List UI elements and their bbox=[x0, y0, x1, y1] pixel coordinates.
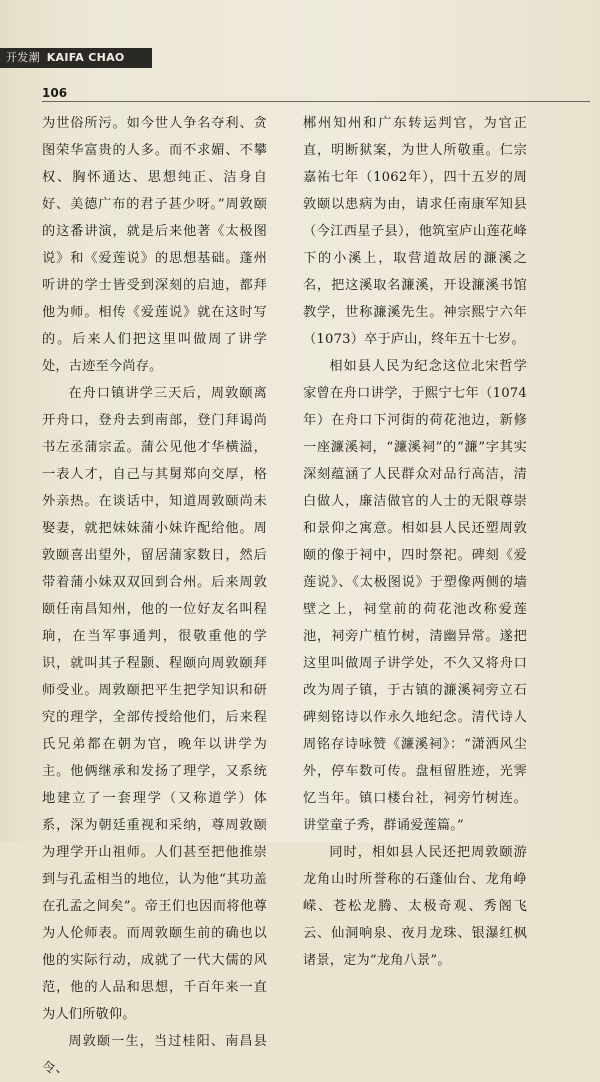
paragraph: 周敦颐一生，当过桂阳、南昌县令、 bbox=[42, 1034, 267, 1076]
section-header-tab bbox=[0, 48, 152, 68]
section-brand: KAIFA CHAO bbox=[46, 51, 125, 64]
left-column bbox=[42, 110, 267, 1082]
paragraph: 郴州知州和广东转运判官，为官正直，明断狱案，为世人所敬重。仁宗嘉祐七年（1062年），四十五岁的周敦颐以患病为由，请求任南康军知县（今江西星子县），他筑室庐山莲花峰下的小溪上，取营道故居的濂溪之名，把这溪取名濂溪，开设濂溪书馆教学，世称濂溪先生。神宗熙宁六年（1073）卒于庐山，终年五十七岁。 bbox=[303, 116, 527, 347]
section-name: 开发潮 bbox=[6, 51, 40, 64]
paragraph: 同时，相如县人民还把周敦颐游龙角山时所誉称的石蓬仙台、龙角峥嵘、苍松龙腾、太极奇观、秀阁飞云、仙洞响泉、夜月龙珠、银瀑红枫诸景，定为“龙角八景”。 bbox=[303, 845, 527, 968]
header-rule bbox=[42, 101, 590, 102]
right-column bbox=[303, 110, 527, 974]
paragraph: 在舟口镇讲学三天后，周敦颐离开舟口，登舟去到南部，登门拜谒尚书左丞蒲宗孟。蒲公见他才华横溢，一表人才，自己与其舅郑向交厚，格外亲热。在谈话中，知道周敦颐尚未娶妻，就把妹妹蒲小妹许配给他。周敦颐喜出望外，留居蒲家数日，然后带着蒲小妹双双回到合州。后来周敦颐任南昌知州，他的一位好友名叫程珦，在当军事通判，很敬重他的学识，就叫其子程颢、程颐向周敦颐拜师受业。周敦颐把平生把学知识和研究的理学，全部传授给他们，后来程氏兄弟都在朝为官，晚年以讲学为主。他俩继承和发扬了理学，又系统地建立了一套理学（又称道学）体系，深为朝廷重视和采纳，尊周敦颐为理学开山祖师。人们甚至把他推崇到与孔孟相当的地位，认为他“其功盖在孔孟之间矣”。帝王们也因而将他尊为人伦师表。而周敦颐生前的确也以他的实际行动，成就了一代大儒的风范，他的人品和思想，千百年来一直为人们所敬仰。 bbox=[42, 386, 267, 1022]
paragraph: 为世俗所污。如今世人争名夺利、贪图荣华富贵的人多。而不求媚、不攀权、胸怀通达、思想纯正、洁身自好、美德广布的君子甚少呀。”周敦颐的这番讲演，就是后来他著《太极图说》和《爱莲说》的思想基础。蓬州听讲的学士皆受到深刻的启迪，都拜他为师。相传《爱莲说》就在这时写的。后来人们把这里叫做周了讲学处，古迹至今尚存。 bbox=[42, 116, 267, 374]
page-number: 106 bbox=[42, 86, 68, 100]
paragraph: 相如县人民为纪念这位北宋哲学家曾在舟口讲学，于熙宁七年（1074年）在舟口下河街的荷花池边，新修一座濂溪祠，“濂溪祠”的“濂”字其实深刻蕴涵了人民群众对品行高洁，清白做人，廉洁做官的人士的无限尊崇和景仰之寓意。相如县人民还塑周敦颐的像于祠中，四时祭祀。碑刻《爱莲说》、《太极图说》于塑像两侧的墙壁之上，祠堂前的荷花池改称爱莲池，祠旁广植竹树，清幽异常。遂把这里叫做周子讲学处，不久又将舟口改为周子镇，于古镇的濂溪祠旁立石碑刻铭诗以作永久地纪念。清代诗人周铭存诗咏赞《濂溪祠》：“潇洒风尘外，停车数可传。盘桓留胜迹，光霁忆当年。镇口楼台社，祠旁竹树连。讲堂童子秀，群诵爱莲篇。” bbox=[303, 359, 527, 833]
